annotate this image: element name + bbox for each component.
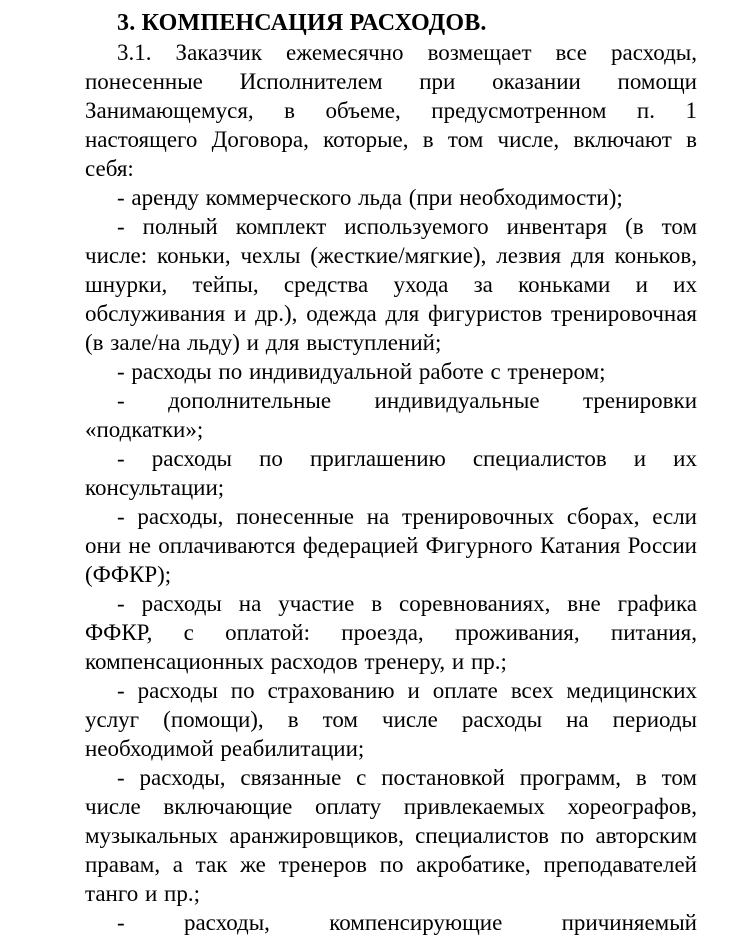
list-item-extra-training: - дополнительные индивидуальные тренировки «подкатки»; bbox=[85, 388, 697, 442]
list-item-competitions: - расходы на участие в соревнованиях, вне графика ФФКР, с оплатой: проезда, проживания, питания, компенсационных расходов тренеру, и пр.; bbox=[85, 591, 697, 674]
list-item-training-camps: - расходы, понесенные на тренировочных сборах, если они не оплачиваются федерацией Фигурного Катания России (ФФКР); bbox=[85, 504, 697, 587]
section-heading: 3. КОМПЕНСАЦИЯ РАСХОДОВ. bbox=[117, 10, 487, 36]
list-item-specialists: - расходы по приглашению специалистов и их консультации; bbox=[85, 446, 697, 500]
list-item-equipment: - полный комплект используемого инвентаря (в том числе: коньки, чехлы (жесткие/мягкие), лезвия для коньков, шнурки, тейпы, средства ухода за коньками и их обслуживания и др.), одежда для фигуристов тренировочная (в зале/на льду) и для выступлений; bbox=[85, 214, 697, 355]
list-item-ice-rent: - аренду коммерческого льда (при необходимости); bbox=[117, 185, 623, 210]
list-item-program-staging: - расходы, связанные с постановкой программ, в том числе включающие оплату привлекаемых хореографов, музыкальных аранжировщиков, специалистов по авторским правам, а так же тренеров по акробатике, преподавателей танго и пр.; bbox=[85, 765, 697, 906]
paragraph-intro: 3.1. Заказчик ежемесячно возмещает все расходы, понесенные Исполнителем при оказании помощи Занимающемуся, в объеме, предусмотренном п. 1 настоящего Договора, которые, в том числе, включают в себя: bbox=[85, 40, 697, 181]
list-item-insurance: - расходы по страхованию и оплате всех медицинских услуг (помощи), в том числе расходы на периоды необходимой реабилитации; bbox=[85, 678, 697, 761]
list-item-coach-work: - расходы по индивидуальной работе с тренером; bbox=[117, 359, 606, 384]
list-item-compensation-cutoff: - расходы, компенсирующие причиняемый bbox=[117, 910, 697, 935]
